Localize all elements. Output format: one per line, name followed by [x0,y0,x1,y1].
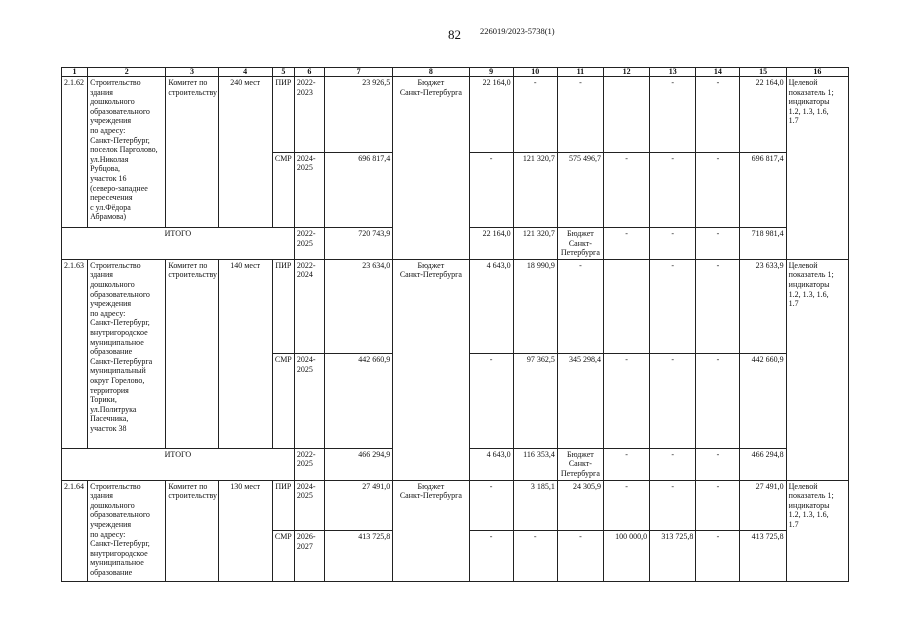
value-cell: 18 990,9 [513,259,557,354]
value-cell: 24 305,9 [557,480,603,531]
funding-source: Бюджет Санкт-Петербурга [393,480,469,581]
stage-total: 442 660,9 [324,354,392,449]
column-header-row [62,68,849,77]
total-amount: 466 294,9 [324,448,392,480]
capacity: 240 мест [218,77,272,228]
value-cell: 22 164,0 [469,77,513,153]
value-cell: 413 725,8 [740,531,786,582]
stage-period: 2024- 2025 [294,354,324,449]
table-row [62,480,849,531]
total-label: ИТОГО [62,448,295,480]
value-cell [603,77,649,153]
col-header: 7 [324,68,392,77]
stage-period: 2026- 2027 [294,531,324,582]
program-table [61,67,849,582]
stage-type: СМР [272,152,294,228]
object-description: Строительство здания дошкольного образовательного учреждения по адресу: Санкт-Петербург, внутригородское муниципальное образование [88,480,166,581]
stage-total: 413 725,8 [324,531,392,582]
document-code: 226019/2023-5738(1) [480,26,555,36]
object-description: Строительство здания дошкольного образовательного учреждения по адресу: Санкт-Петербург, внутригородское муниципальное образование Санкт-Петербурга муниципальный округ Горелово, территория Торики, ул.Политрука Пасечника, участок 38 [88,259,166,448]
value-cell: - [696,448,740,480]
value-cell: - [650,354,696,449]
value-cell: 23 633,9 [740,259,786,354]
value-cell: - [696,259,740,354]
stage-type: СМР [272,531,294,582]
total-period: 2022- 2025 [294,228,324,260]
stage-period: 2022- 2023 [294,77,324,153]
value-cell: Бюджет Санкт- Петербурга [557,228,603,260]
col-header: 10 [513,68,557,77]
value-cell: Бюджет Санкт- Петербурга [557,448,603,480]
value-cell: 718 981,4 [740,228,786,260]
col-header: 4 [218,68,272,77]
stage-total: 23 634,0 [324,259,392,354]
value-cell: 27 491,0 [740,480,786,531]
value-cell: 116 353,4 [513,448,557,480]
col-header: 8 [393,68,469,77]
stage-type: ПИР [272,77,294,153]
value-cell: 100 000,0 [603,531,649,582]
total-label: ИТОГО [62,228,295,260]
value-cell: - [696,152,740,228]
row-number: 2.1.64 [62,480,88,581]
value-cell: 22 164,0 [740,77,786,153]
col-header: 13 [650,68,696,77]
stage-type: ПИР [272,480,294,531]
value-cell: - [557,259,603,354]
stage-total: 696 817,4 [324,152,392,228]
value-cell: - [650,448,696,480]
indicators: Целевой показатель 1; индикаторы 1.2, 1.3, 1.6, 1.7 [786,259,848,480]
value-cell: - [557,531,603,582]
table-row [62,259,849,354]
object-description: Строительство здания дошкольного образовательного учреждения по адресу: Санкт-Петербург, поселок Парголово, ул.Николая Рубцова, участок 16 (северо-западнее пересечения с ул.Фёдора Абрамова) [88,77,166,228]
executor: Комитет по строительству [166,77,218,228]
value-cell: 4 643,0 [469,448,513,480]
value-cell: 575 496,7 [557,152,603,228]
value-cell: - [603,152,649,228]
row-number: 2.1.62 [62,77,88,228]
value-cell: 4 643,0 [469,259,513,354]
value-cell: - [650,480,696,531]
stage-period: 2024- 2025 [294,480,324,531]
col-header: 16 [786,68,848,77]
table-row [62,77,849,153]
stage-total: 27 491,0 [324,480,392,531]
value-cell: - [513,531,557,582]
capacity: 130 мест [218,480,272,581]
col-header: 1 [62,68,88,77]
row-number: 2.1.63 [62,259,88,448]
value-cell: - [696,354,740,449]
value-cell: 313 725,8 [650,531,696,582]
value-cell: 121 320,7 [513,228,557,260]
value-cell: 345 298,4 [557,354,603,449]
value-cell: - [603,448,649,480]
value-cell: 121 320,7 [513,152,557,228]
page-number: 82 [448,27,461,42]
col-header: 5 [272,68,294,77]
value-cell: - [650,228,696,260]
funding-source: Бюджет Санкт-Петербурга [393,259,469,480]
value-cell: - [469,480,513,531]
value-cell: - [603,354,649,449]
value-cell: - [603,480,649,531]
value-cell: - [650,77,696,153]
executor: Комитет по строительству [166,259,218,448]
value-cell: - [696,531,740,582]
col-header: 12 [603,68,649,77]
col-header: 6 [294,68,324,77]
executor: Комитет по строительству [166,480,218,581]
stage-period: 2024- 2025 [294,152,324,228]
capacity: 140 мест [218,259,272,448]
value-cell: - [603,228,649,260]
value-cell: - [469,152,513,228]
value-cell: 466 294,8 [740,448,786,480]
indicators: Целевой показатель 1; индикаторы 1.2, 1.3, 1.6, 1.7 [786,480,848,581]
funding-source: Бюджет Санкт-Петербурга [393,77,469,260]
value-cell: 3 185,1 [513,480,557,531]
value-cell: - [650,259,696,354]
value-cell: 97 362,5 [513,354,557,449]
stage-type: ПИР [272,259,294,354]
value-cell: - [650,152,696,228]
stage-type: СМР [272,354,294,449]
value-cell: - [696,77,740,153]
value-cell: 696 817,4 [740,152,786,228]
value-cell: 442 660,9 [740,354,786,449]
stage-total: 23 926,5 [324,77,392,153]
value-cell: - [469,354,513,449]
value-cell: - [696,480,740,531]
col-header: 14 [696,68,740,77]
col-header: 2 [88,68,166,77]
col-header: 11 [557,68,603,77]
col-header: 15 [740,68,786,77]
value-cell: - [557,77,603,153]
indicators: Целевой показатель 1; индикаторы 1.2, 1.3, 1.6, 1.7 [786,77,848,260]
value-cell: 22 164,0 [469,228,513,260]
col-header: 9 [469,68,513,77]
total-period: 2022- 2025 [294,448,324,480]
stage-period: 2022- 2024 [294,259,324,354]
value-cell [603,259,649,354]
value-cell: - [513,77,557,153]
value-cell: - [469,531,513,582]
col-header: 3 [166,68,218,77]
value-cell: - [696,228,740,260]
total-amount: 720 743,9 [324,228,392,260]
